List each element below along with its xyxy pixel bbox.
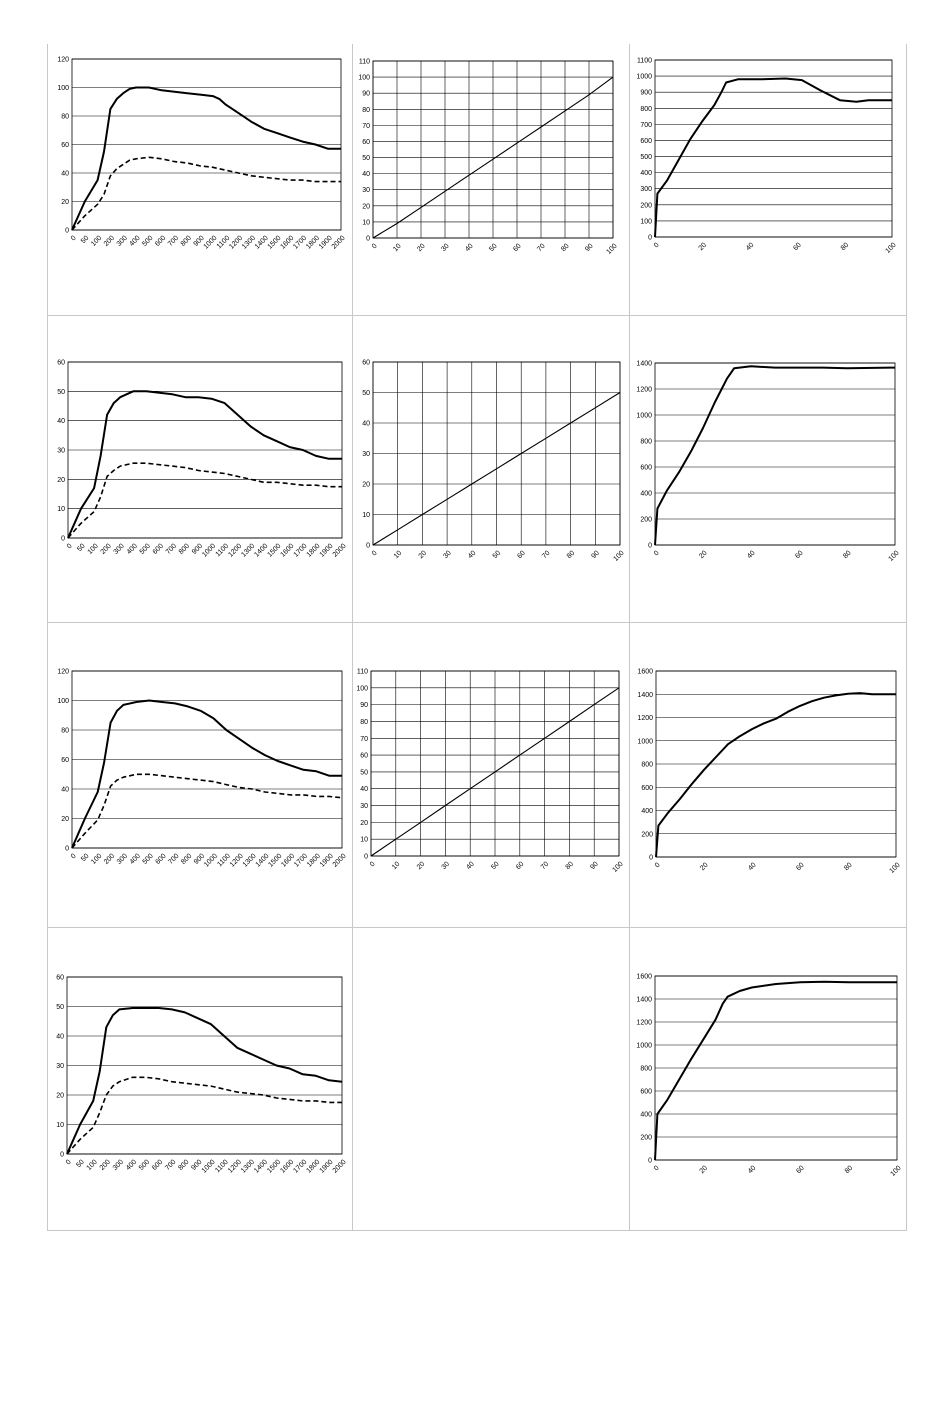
y-tick-label: 600 bbox=[640, 1088, 652, 1096]
grid-divider bbox=[906, 44, 907, 1231]
y-tick-label: 1600 bbox=[637, 668, 653, 676]
x-tick-label: 30 bbox=[440, 242, 451, 254]
y-tick-label: 0 bbox=[648, 542, 652, 550]
x-tick-label: 400 bbox=[124, 1158, 139, 1172]
x-tick-label: 2000 bbox=[331, 852, 348, 869]
y-tick-label: 200 bbox=[640, 516, 652, 524]
x-tick-label: 40 bbox=[465, 860, 476, 872]
y-tick-label: 80 bbox=[360, 718, 368, 726]
x-tick-label: 500 bbox=[141, 234, 155, 248]
series-line bbox=[72, 774, 342, 848]
x-tick-label: 1400 bbox=[253, 234, 270, 251]
grid-divider bbox=[47, 315, 907, 316]
x-tick-label: 20 bbox=[697, 241, 709, 253]
y-tick-label: 0 bbox=[65, 845, 69, 853]
y-tick-label: 50 bbox=[57, 388, 65, 396]
x-tick-label: 60 bbox=[795, 1164, 806, 1176]
x-tick-label: 50 bbox=[488, 242, 499, 254]
x-tick-label: 70 bbox=[541, 549, 552, 561]
y-tick-label: 40 bbox=[362, 171, 370, 179]
x-tick-label: 500 bbox=[138, 542, 152, 556]
y-tick-label: 400 bbox=[641, 808, 653, 815]
x-tick-label: 1800 bbox=[305, 1158, 322, 1175]
y-tick-label: 400 bbox=[640, 170, 652, 178]
y-tick-label: 20 bbox=[61, 816, 69, 823]
x-tick-label: 1300 bbox=[241, 234, 257, 251]
y-tick-label: 700 bbox=[640, 121, 652, 129]
x-tick-label: 20 bbox=[415, 860, 427, 872]
x-tick-label: 2000 bbox=[330, 234, 347, 251]
chart-r2c3 bbox=[631, 357, 903, 575]
x-tick-label: 800 bbox=[177, 542, 192, 556]
x-tick-label: 1900 bbox=[318, 852, 335, 869]
x-tick-label: 900 bbox=[193, 852, 207, 866]
x-tick-label: 1600 bbox=[280, 852, 297, 869]
x-tick-label: 20 bbox=[698, 549, 709, 561]
series-line bbox=[655, 366, 895, 545]
y-tick-label: 20 bbox=[360, 819, 368, 827]
x-tick-label: 1600 bbox=[279, 1158, 296, 1175]
y-tick-label: 10 bbox=[362, 219, 370, 227]
y-tick-label: 500 bbox=[640, 154, 652, 162]
series-line bbox=[72, 701, 342, 849]
x-tick-label: 100 bbox=[85, 1158, 99, 1172]
y-tick-label: 800 bbox=[640, 438, 652, 446]
x-tick-label: 1200 bbox=[227, 542, 244, 559]
x-tick-label: 700 bbox=[164, 542, 179, 556]
x-tick-label: 0 bbox=[653, 861, 662, 870]
x-tick-label: 2000 bbox=[331, 1158, 348, 1175]
y-tick-label: 10 bbox=[362, 512, 370, 519]
x-tick-label: 600 bbox=[154, 852, 168, 866]
y-tick-label: 200 bbox=[640, 202, 652, 210]
x-tick-label: 1500 bbox=[266, 234, 283, 251]
x-tick-label: 800 bbox=[179, 234, 193, 248]
x-tick-label: 100 bbox=[611, 860, 625, 874]
x-tick-label: 800 bbox=[180, 852, 194, 866]
y-tick-label: 60 bbox=[56, 974, 64, 982]
y-tick-label: 30 bbox=[362, 451, 370, 458]
x-tick-label: 80 bbox=[839, 241, 851, 253]
y-tick-label: 600 bbox=[640, 137, 652, 145]
grid-divider bbox=[629, 44, 630, 1231]
x-tick-label: 0 bbox=[652, 241, 661, 250]
y-tick-label: 100 bbox=[640, 218, 652, 226]
y-tick-label: 0 bbox=[61, 535, 65, 543]
chart-r3c1 bbox=[48, 665, 350, 878]
x-tick-label: 400 bbox=[128, 852, 142, 866]
y-tick-label: 80 bbox=[362, 106, 370, 114]
y-tick-label: 50 bbox=[362, 390, 370, 397]
x-tick-label: 1500 bbox=[266, 1158, 283, 1175]
x-tick-label: 400 bbox=[125, 542, 139, 556]
y-tick-label: 0 bbox=[366, 235, 370, 243]
x-tick-label: 40 bbox=[746, 1164, 758, 1176]
x-tick-label: 700 bbox=[166, 234, 181, 248]
x-tick-label: 60 bbox=[792, 241, 803, 253]
x-tick-label: 500 bbox=[138, 1158, 152, 1172]
x-tick-label: 300 bbox=[112, 542, 126, 556]
x-tick-label: 50 bbox=[75, 1158, 86, 1170]
y-tick-label: 600 bbox=[640, 464, 652, 472]
y-tick-label: 800 bbox=[641, 761, 653, 769]
x-tick-label: 0 bbox=[368, 860, 377, 869]
x-tick-label: 1700 bbox=[292, 542, 309, 559]
x-tick-label: 60 bbox=[514, 860, 526, 872]
y-tick-label: 50 bbox=[362, 155, 370, 163]
chart-r1c1 bbox=[48, 53, 349, 260]
y-tick-label: 1100 bbox=[636, 57, 652, 65]
x-tick-label: 30 bbox=[442, 549, 453, 561]
x-tick-label: 80 bbox=[843, 861, 854, 873]
series-line bbox=[72, 88, 341, 231]
x-tick-label: 50 bbox=[76, 542, 87, 554]
x-tick-label: 50 bbox=[80, 234, 91, 246]
x-tick-label: 80 bbox=[842, 549, 853, 561]
x-tick-label: 1300 bbox=[240, 1158, 256, 1175]
y-tick-label: 40 bbox=[61, 170, 69, 178]
x-tick-label: 1300 bbox=[240, 542, 257, 559]
y-tick-label: 0 bbox=[60, 1151, 64, 1159]
y-tick-label: 0 bbox=[366, 542, 370, 550]
x-tick-label: 0 bbox=[65, 542, 74, 551]
x-tick-label: 1600 bbox=[279, 234, 296, 251]
x-tick-label: 1800 bbox=[305, 542, 322, 559]
x-tick-label: 600 bbox=[151, 1158, 165, 1172]
x-tick-label: 0 bbox=[64, 1158, 73, 1167]
y-tick-label: 110 bbox=[356, 668, 368, 676]
y-tick-label: 20 bbox=[56, 1092, 64, 1100]
x-tick-label: 1400 bbox=[254, 852, 271, 869]
y-tick-label: 80 bbox=[61, 727, 69, 735]
y-tick-label: 100 bbox=[356, 685, 368, 693]
y-tick-label: 1000 bbox=[636, 1042, 652, 1050]
y-tick-label: 110 bbox=[358, 58, 370, 66]
x-tick-label: 100 bbox=[612, 549, 626, 563]
grid-divider bbox=[47, 1230, 907, 1231]
x-tick-label: 60 bbox=[795, 861, 806, 873]
x-tick-label: 1700 bbox=[292, 234, 309, 251]
x-tick-label: 1100 bbox=[214, 1158, 230, 1175]
x-tick-label: 10 bbox=[392, 549, 404, 561]
y-tick-label: 60 bbox=[57, 359, 65, 367]
x-tick-label: 700 bbox=[164, 1158, 178, 1172]
x-tick-label: 0 bbox=[652, 549, 661, 558]
x-tick-label: 1500 bbox=[266, 542, 283, 559]
y-tick-label: 90 bbox=[362, 90, 370, 98]
x-tick-label: 50 bbox=[80, 852, 91, 864]
x-tick-label: 90 bbox=[590, 549, 601, 561]
x-tick-label: 100 bbox=[605, 242, 619, 256]
x-tick-label: 800 bbox=[177, 1158, 191, 1172]
y-tick-label: 1200 bbox=[636, 1019, 652, 1027]
x-tick-label: 1600 bbox=[279, 542, 296, 559]
y-tick-label: 20 bbox=[362, 203, 370, 211]
x-tick-label: 0 bbox=[370, 242, 379, 251]
x-tick-label: 1300 bbox=[241, 852, 258, 869]
x-tick-label: 20 bbox=[417, 549, 429, 561]
x-tick-label: 10 bbox=[392, 242, 403, 254]
x-tick-label: 70 bbox=[536, 242, 547, 254]
y-tick-label: 10 bbox=[57, 506, 65, 514]
y-tick-label: 30 bbox=[56, 1063, 64, 1070]
y-tick-label: 40 bbox=[56, 1033, 64, 1041]
x-tick-label: 40 bbox=[744, 241, 756, 253]
y-tick-label: 120 bbox=[57, 668, 69, 676]
chart-r2c1 bbox=[44, 356, 350, 568]
x-tick-label: 1700 bbox=[292, 1158, 309, 1175]
x-tick-label: 1100 bbox=[216, 852, 232, 869]
y-tick-label: 800 bbox=[640, 105, 652, 113]
chart-r4c1 bbox=[43, 971, 350, 1184]
y-tick-label: 60 bbox=[360, 752, 368, 760]
x-tick-label: 300 bbox=[115, 852, 130, 866]
x-tick-label: 600 bbox=[154, 234, 168, 248]
x-tick-label: 1100 bbox=[215, 234, 232, 251]
x-tick-label: 30 bbox=[440, 860, 452, 872]
x-tick-label: 50 bbox=[490, 860, 501, 872]
x-tick-label: 80 bbox=[560, 242, 571, 254]
y-tick-label: 50 bbox=[360, 769, 368, 777]
y-tick-label: 90 bbox=[360, 702, 368, 710]
x-tick-label: 900 bbox=[192, 234, 206, 248]
y-tick-label: 1200 bbox=[637, 715, 653, 722]
x-tick-label: 20 bbox=[699, 861, 710, 873]
y-tick-label: 300 bbox=[640, 186, 652, 194]
series-line bbox=[68, 463, 342, 538]
x-tick-label: 400 bbox=[128, 234, 142, 248]
x-tick-label: 90 bbox=[584, 242, 595, 254]
series-line bbox=[655, 79, 892, 238]
x-tick-label: 100 bbox=[884, 241, 898, 255]
series-line bbox=[67, 1077, 342, 1154]
y-tick-label: 0 bbox=[649, 854, 653, 862]
x-tick-label: 1100 bbox=[214, 542, 231, 559]
series-line bbox=[68, 391, 342, 538]
x-tick-label: 1000 bbox=[200, 1158, 217, 1175]
x-tick-label: 60 bbox=[516, 549, 527, 561]
x-tick-label: 1500 bbox=[267, 852, 284, 869]
y-tick-label: 0 bbox=[648, 234, 652, 242]
y-tick-label: 20 bbox=[57, 476, 65, 484]
y-tick-label: 20 bbox=[362, 481, 370, 489]
x-tick-label: 1800 bbox=[305, 234, 322, 251]
x-tick-label: 40 bbox=[746, 549, 757, 561]
x-tick-label: 40 bbox=[466, 549, 478, 561]
x-tick-label: 100 bbox=[90, 852, 104, 866]
y-tick-label: 80 bbox=[61, 113, 69, 121]
y-tick-label: 70 bbox=[362, 122, 370, 130]
x-tick-label: 0 bbox=[370, 549, 379, 558]
y-tick-label: 40 bbox=[61, 786, 69, 794]
y-tick-label: 10 bbox=[56, 1122, 64, 1129]
y-tick-label: 100 bbox=[57, 698, 69, 705]
x-tick-label: 1200 bbox=[228, 852, 245, 869]
grid-divider bbox=[47, 927, 907, 928]
x-tick-label: 60 bbox=[512, 242, 523, 254]
x-tick-label: 600 bbox=[151, 542, 165, 556]
x-tick-label: 100 bbox=[889, 1164, 903, 1178]
y-tick-label: 1000 bbox=[636, 412, 652, 420]
x-tick-label: 1900 bbox=[318, 542, 335, 559]
y-tick-label: 200 bbox=[640, 1134, 652, 1142]
x-tick-label: 1700 bbox=[293, 852, 310, 869]
y-tick-label: 1400 bbox=[636, 996, 652, 1004]
y-tick-label: 100 bbox=[358, 74, 370, 82]
x-tick-label: 700 bbox=[167, 852, 181, 866]
x-tick-label: 300 bbox=[111, 1158, 126, 1172]
x-tick-label: 0 bbox=[652, 1164, 661, 1173]
x-tick-label: 2000 bbox=[331, 542, 348, 559]
chart-r4c3 bbox=[631, 970, 905, 1190]
y-tick-label: 1000 bbox=[636, 73, 652, 81]
x-tick-label: 0 bbox=[69, 234, 78, 243]
x-tick-label: 40 bbox=[464, 242, 475, 254]
x-tick-label: 200 bbox=[99, 542, 113, 556]
y-tick-label: 40 bbox=[360, 786, 368, 794]
x-tick-label: 1900 bbox=[318, 1158, 335, 1175]
x-tick-label: 20 bbox=[698, 1164, 710, 1176]
y-tick-label: 1200 bbox=[636, 386, 652, 394]
x-tick-label: 100 bbox=[86, 542, 100, 556]
x-tick-label: 40 bbox=[747, 861, 758, 873]
y-tick-label: 200 bbox=[641, 831, 653, 839]
chart-r3c3 bbox=[632, 665, 904, 887]
y-tick-label: 1000 bbox=[637, 738, 653, 746]
x-tick-label: 100 bbox=[888, 861, 902, 875]
y-tick-label: 0 bbox=[648, 1157, 652, 1165]
y-tick-label: 120 bbox=[57, 56, 69, 64]
plot-frame bbox=[655, 60, 892, 237]
chart-r1c2 bbox=[349, 55, 621, 268]
y-tick-label: 0 bbox=[65, 227, 69, 235]
chart-r3c2 bbox=[347, 665, 627, 886]
y-tick-label: 20 bbox=[61, 199, 69, 206]
series-line bbox=[67, 1008, 342, 1154]
y-tick-label: 900 bbox=[640, 89, 652, 97]
y-tick-label: 60 bbox=[61, 757, 69, 764]
y-tick-label: 60 bbox=[362, 359, 370, 367]
x-tick-label: 200 bbox=[98, 1158, 112, 1172]
x-tick-label: 80 bbox=[564, 860, 576, 872]
x-tick-label: 1800 bbox=[305, 852, 322, 869]
x-tick-label: 1200 bbox=[226, 1158, 243, 1175]
x-tick-label: 100 bbox=[90, 234, 104, 248]
x-tick-label: 200 bbox=[102, 234, 117, 248]
x-tick-label: 200 bbox=[103, 852, 117, 866]
x-tick-label: 60 bbox=[794, 549, 805, 561]
x-tick-label: 100 bbox=[887, 549, 901, 563]
y-tick-label: 0 bbox=[364, 853, 368, 861]
x-tick-label: 70 bbox=[539, 860, 551, 872]
y-tick-label: 1600 bbox=[636, 973, 652, 981]
y-tick-label: 30 bbox=[362, 187, 370, 195]
grid-divider bbox=[47, 622, 907, 623]
y-tick-label: 40 bbox=[362, 420, 370, 428]
y-tick-label: 50 bbox=[56, 1004, 64, 1011]
x-tick-label: 1400 bbox=[253, 542, 270, 559]
x-tick-label: 900 bbox=[190, 542, 205, 556]
y-tick-label: 1400 bbox=[636, 360, 652, 368]
x-tick-label: 0 bbox=[69, 852, 78, 861]
x-tick-label: 1000 bbox=[203, 852, 220, 869]
x-tick-label: 1900 bbox=[317, 234, 334, 251]
x-tick-label: 300 bbox=[115, 234, 129, 248]
series-line bbox=[72, 157, 341, 230]
chart-r2c2 bbox=[349, 356, 628, 575]
y-tick-label: 1400 bbox=[637, 691, 653, 699]
series-line bbox=[655, 982, 897, 1160]
x-tick-label: 80 bbox=[843, 1164, 855, 1176]
y-tick-label: 600 bbox=[641, 784, 653, 792]
x-tick-label: 90 bbox=[589, 860, 600, 872]
x-tick-label: 1200 bbox=[228, 234, 245, 251]
y-tick-label: 70 bbox=[360, 735, 368, 743]
x-tick-label: 1000 bbox=[202, 234, 219, 251]
y-tick-label: 800 bbox=[640, 1065, 652, 1073]
y-tick-label: 100 bbox=[57, 85, 69, 92]
x-tick-label: 900 bbox=[190, 1158, 204, 1172]
y-tick-label: 10 bbox=[360, 836, 368, 844]
y-tick-label: 400 bbox=[640, 1111, 652, 1119]
y-tick-label: 30 bbox=[57, 447, 65, 455]
y-tick-label: 60 bbox=[61, 142, 69, 149]
y-tick-label: 60 bbox=[362, 138, 370, 146]
x-tick-label: 50 bbox=[491, 549, 503, 561]
y-tick-label: 30 bbox=[360, 803, 368, 811]
x-tick-label: 1000 bbox=[201, 542, 218, 559]
x-tick-label: 20 bbox=[416, 242, 427, 254]
x-tick-label: 1400 bbox=[253, 1158, 270, 1175]
chart-r1c3 bbox=[631, 54, 900, 267]
x-tick-label: 10 bbox=[390, 860, 402, 872]
y-tick-label: 40 bbox=[57, 418, 65, 426]
x-tick-label: 500 bbox=[141, 852, 155, 866]
plot-frame bbox=[655, 363, 895, 545]
y-tick-label: 400 bbox=[640, 490, 652, 498]
x-tick-label: 80 bbox=[565, 549, 577, 561]
